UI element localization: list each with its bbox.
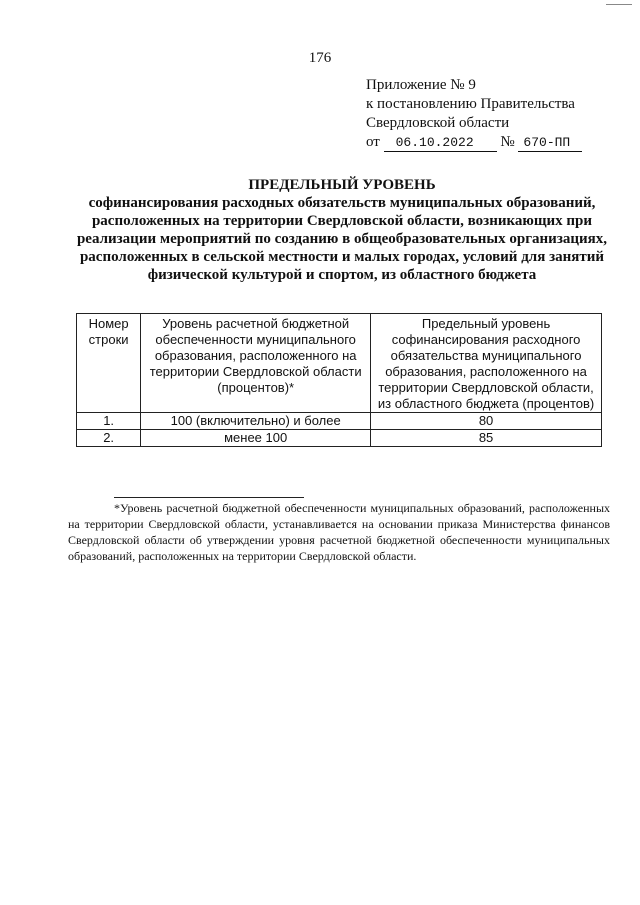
appendix-block xyxy=(366,76,582,152)
appendix-line-2: к постановлению Правительства xyxy=(366,96,575,112)
number-prefix: № xyxy=(500,134,515,150)
header-row-number: Номер строки xyxy=(77,314,141,413)
table-header-row xyxy=(77,314,602,413)
resolution-date: 06.10.2022 xyxy=(384,135,497,152)
row-number: 1. xyxy=(77,413,141,430)
footnote: *Уровень расчетной бюджетной обеспеченности муниципальных образований, расположенных на территории Свердловской области, устанавливается на основании приказа Министерства финансов Свердловской области об утверждении уровня расчетной бюджетной обеспеченности муниципальных образований, расположенных на территории Свердловской области. xyxy=(68,501,610,563)
page-number: 176 xyxy=(308,50,332,66)
header-cofinancing-limit: Предельный уровень софинансирования расходного обязательства муниципального образования, расположенного на территории Свердловской области, из областного бюджета (процентов) xyxy=(371,314,602,413)
appendix-date-line xyxy=(366,133,582,152)
table-row xyxy=(77,430,602,447)
scan-corner-mark xyxy=(606,4,632,5)
appendix-line-1: Приложение № 9 xyxy=(366,77,476,93)
cofinancing-limit: 80 xyxy=(371,413,602,430)
budget-level: менее 100 xyxy=(141,430,371,447)
appendix-line-3: Свердловской области xyxy=(366,115,510,131)
cofinancing-limit: 85 xyxy=(371,430,602,447)
footnote-divider xyxy=(114,497,304,498)
date-prefix: от xyxy=(366,134,380,150)
budget-level: 100 (включительно) и более xyxy=(141,413,371,430)
table-row xyxy=(77,413,602,430)
row-number: 2. xyxy=(77,430,141,447)
document-subtitle: софинансирования расходных обязательств муниципальных образований, расположенных на территории Свердловской области, возникающих при реализации мероприятий по созданию в общеобразовательных организациях, расположенных в сельской местности и малых городах, условий для занятий физической культурой и спортом, из областного бюджета xyxy=(76,195,608,283)
cofinancing-table xyxy=(76,313,602,447)
header-budget-level: Уровень расчетной бюджетной обеспеченности муниципального образования, расположенного на территории Свердловской области (процентов)* xyxy=(141,314,371,413)
resolution-number: 670-ПП xyxy=(518,135,582,152)
document-title: ПРЕДЕЛЬНЫЙ УРОВЕНЬ xyxy=(248,177,436,193)
